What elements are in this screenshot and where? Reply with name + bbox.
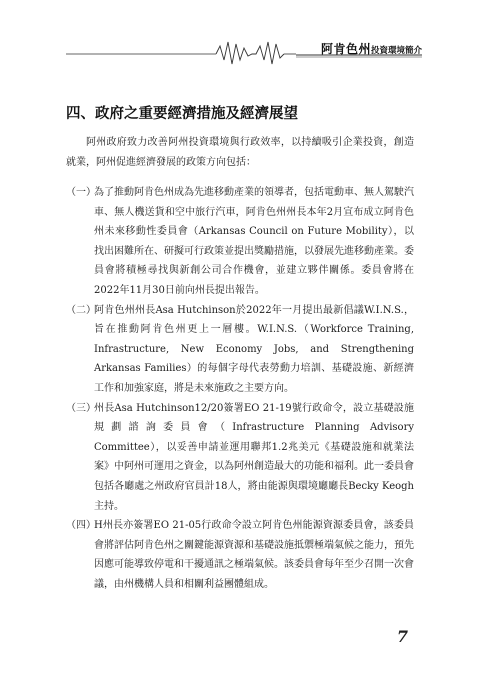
section-title: 四、政府之重要經濟措施及經濟展望 (66, 105, 298, 122)
policy-item-1 (66, 183, 414, 301)
header-title-main: 阿肯色州 (320, 42, 371, 56)
policy-item-number: （一） (66, 187, 96, 198)
policy-item-text: 州長Asa Hutchinson12/20簽署EO 21-19號行政命令，設立基礎設施規劃諮詢委員會（Infrastructure Planning Advisory Committee），以妥善申請並運用聯邦1.2兆美元《基礎設施和就業法案》中阿州可運用之資金，以為阿州創造最大的功能和福利。此一委員會包括各廳處之州政府官員計18人，將由能源與環境廳廳長Becky Keogh主持。 (94, 402, 414, 512)
page-number: 7 (396, 627, 408, 646)
intro-paragraph (66, 133, 414, 172)
intro-text: 阿州政府致力改善阿州投資環境與行政效率，以持續吸引企業投資，創造就業，阿州促進經濟發展的政策方向包括： (66, 137, 414, 168)
policy-item-number: （四） (66, 520, 96, 532)
policy-item-4 (66, 516, 414, 594)
policy-item-text: 為了推動阿肯色州成為先進移動產業的領導者，包括電動車、無人駕駛汽車、無人機送貨和空中旅行汽車，阿肯色州州長本年2月宣布成立阿肯色州未來移動性委員會（Arkansas Council on Future Mobility），以找出困難所在、研擬可行政策並提出獎勵措施，以發展先進移動產業。委員會將積極尋找與新創公司合作機會，並建立夥伴關係。委員會將在2022年11月30日前向州長提出報告。 (94, 187, 414, 296)
policy-item-number: （二） (66, 304, 96, 316)
policy-item-2 (66, 301, 414, 399)
page-header (0, 0, 480, 80)
policy-item-3 (66, 399, 414, 517)
policy-item-text: 阿肯色州州長Asa Hutchinson於2022年一月提出最新倡議W.I.N.S.，旨在推動阿肯色州更上一層樓。W.I.N.S.（Workforce Training, Infrastructure, New Economy Jobs, and Strengthening Arkansas Families）的每個字母代表勞動力培訓、基礎設施、新經濟工作和加強家庭，將是未來施政之主要方向。 (94, 304, 414, 394)
header-title (321, 38, 422, 57)
header-title-sub: 投資環境簡介 (370, 46, 422, 56)
policy-list (66, 183, 414, 594)
policy-item-number: （三） (66, 402, 96, 414)
policy-item-text: H州長亦簽署EO 21-05行政命令設立阿肯色州能源資源委員會，該委員會將評估阿肯色州之關鍵能源資源和基礎設施抵禦極端氣候之能力，預先因應可能導致停電和干擾通訊之極端氣候。該委員會每年至少召開一次會議，由州機構人員和相關利益團體組成。 (94, 520, 414, 590)
